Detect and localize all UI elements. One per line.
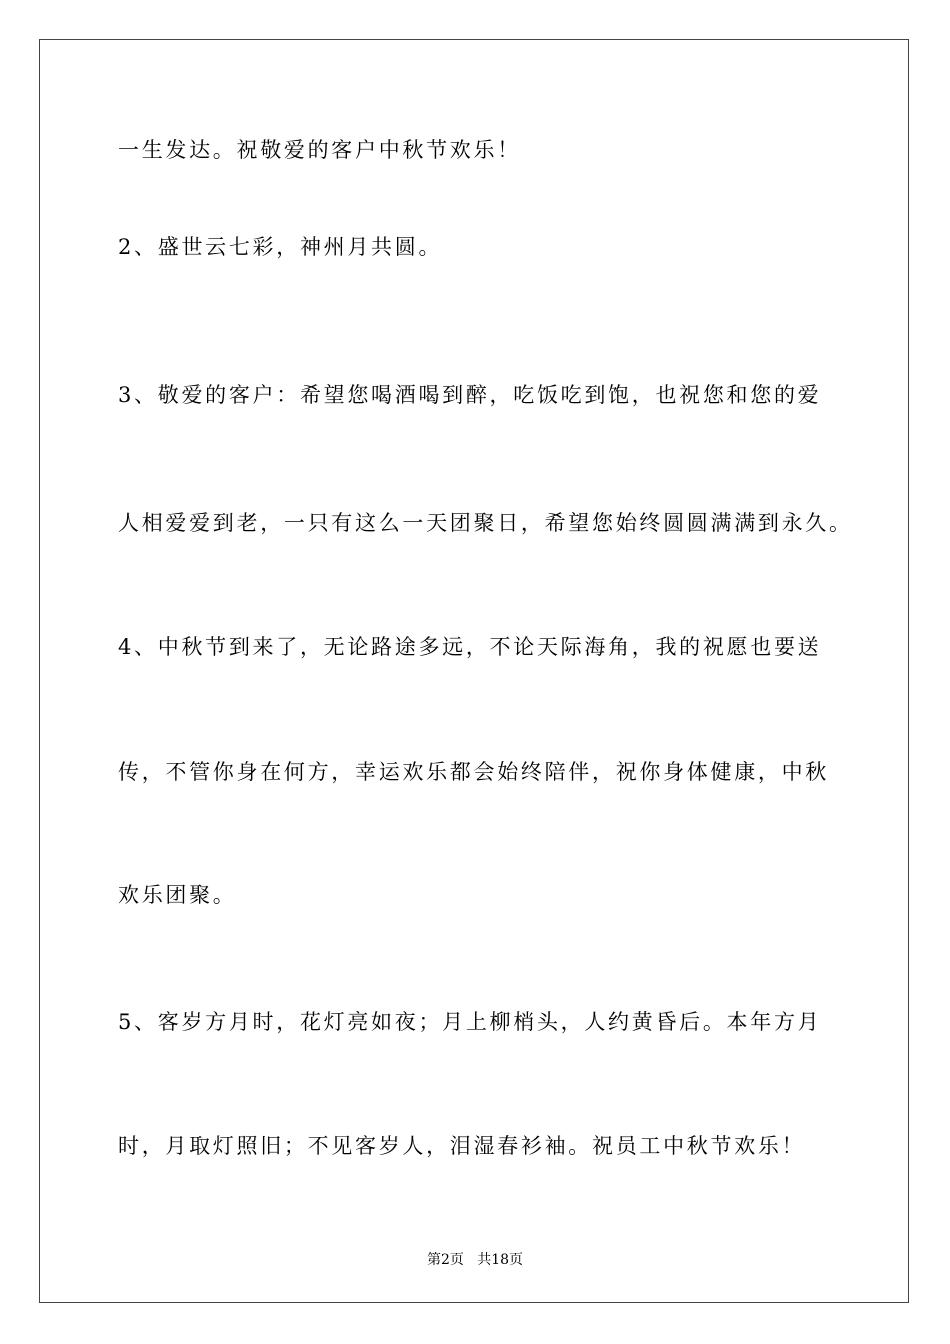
text-line-8: 5、客岁方月时，花灯亮如夜；月上柳梢头，人约黄昏后。本年方月 bbox=[118, 1010, 822, 1034]
text-line-1: 一生发达。祝敬爱的客户中秋节欢乐！ bbox=[118, 138, 521, 162]
text-line-4: 人相爱爱到老，一只有这么一天团聚日，希望您始终圆圆满满到永久。 bbox=[118, 511, 853, 535]
text-line-2: 2、盛世云七彩，神州月共圆。 bbox=[118, 235, 443, 259]
text-line-9: 时，月取灯照旧；不见客岁人，泪湿春衫袖。祝员工中秋节欢乐！ bbox=[118, 1134, 806, 1158]
text-line-3: 3、敬爱的客户：希望您喝酒喝到醉，吃饭吃到饱，也祝您和您的爱 bbox=[118, 383, 822, 407]
text-line-6: 传，不管你身在何方，幸运欢乐都会始终陪伴，祝你身体健康，中秋 bbox=[118, 760, 829, 784]
page-number-footer: 第2页 共18页 bbox=[426, 1252, 524, 1268]
page-border bbox=[39, 39, 909, 1303]
text-line-5: 4、中秋节到来了，无论路途多远，不论天际海角，我的祝愿也要送 bbox=[118, 635, 822, 659]
text-line-7: 欢乐团聚。 bbox=[118, 883, 237, 907]
